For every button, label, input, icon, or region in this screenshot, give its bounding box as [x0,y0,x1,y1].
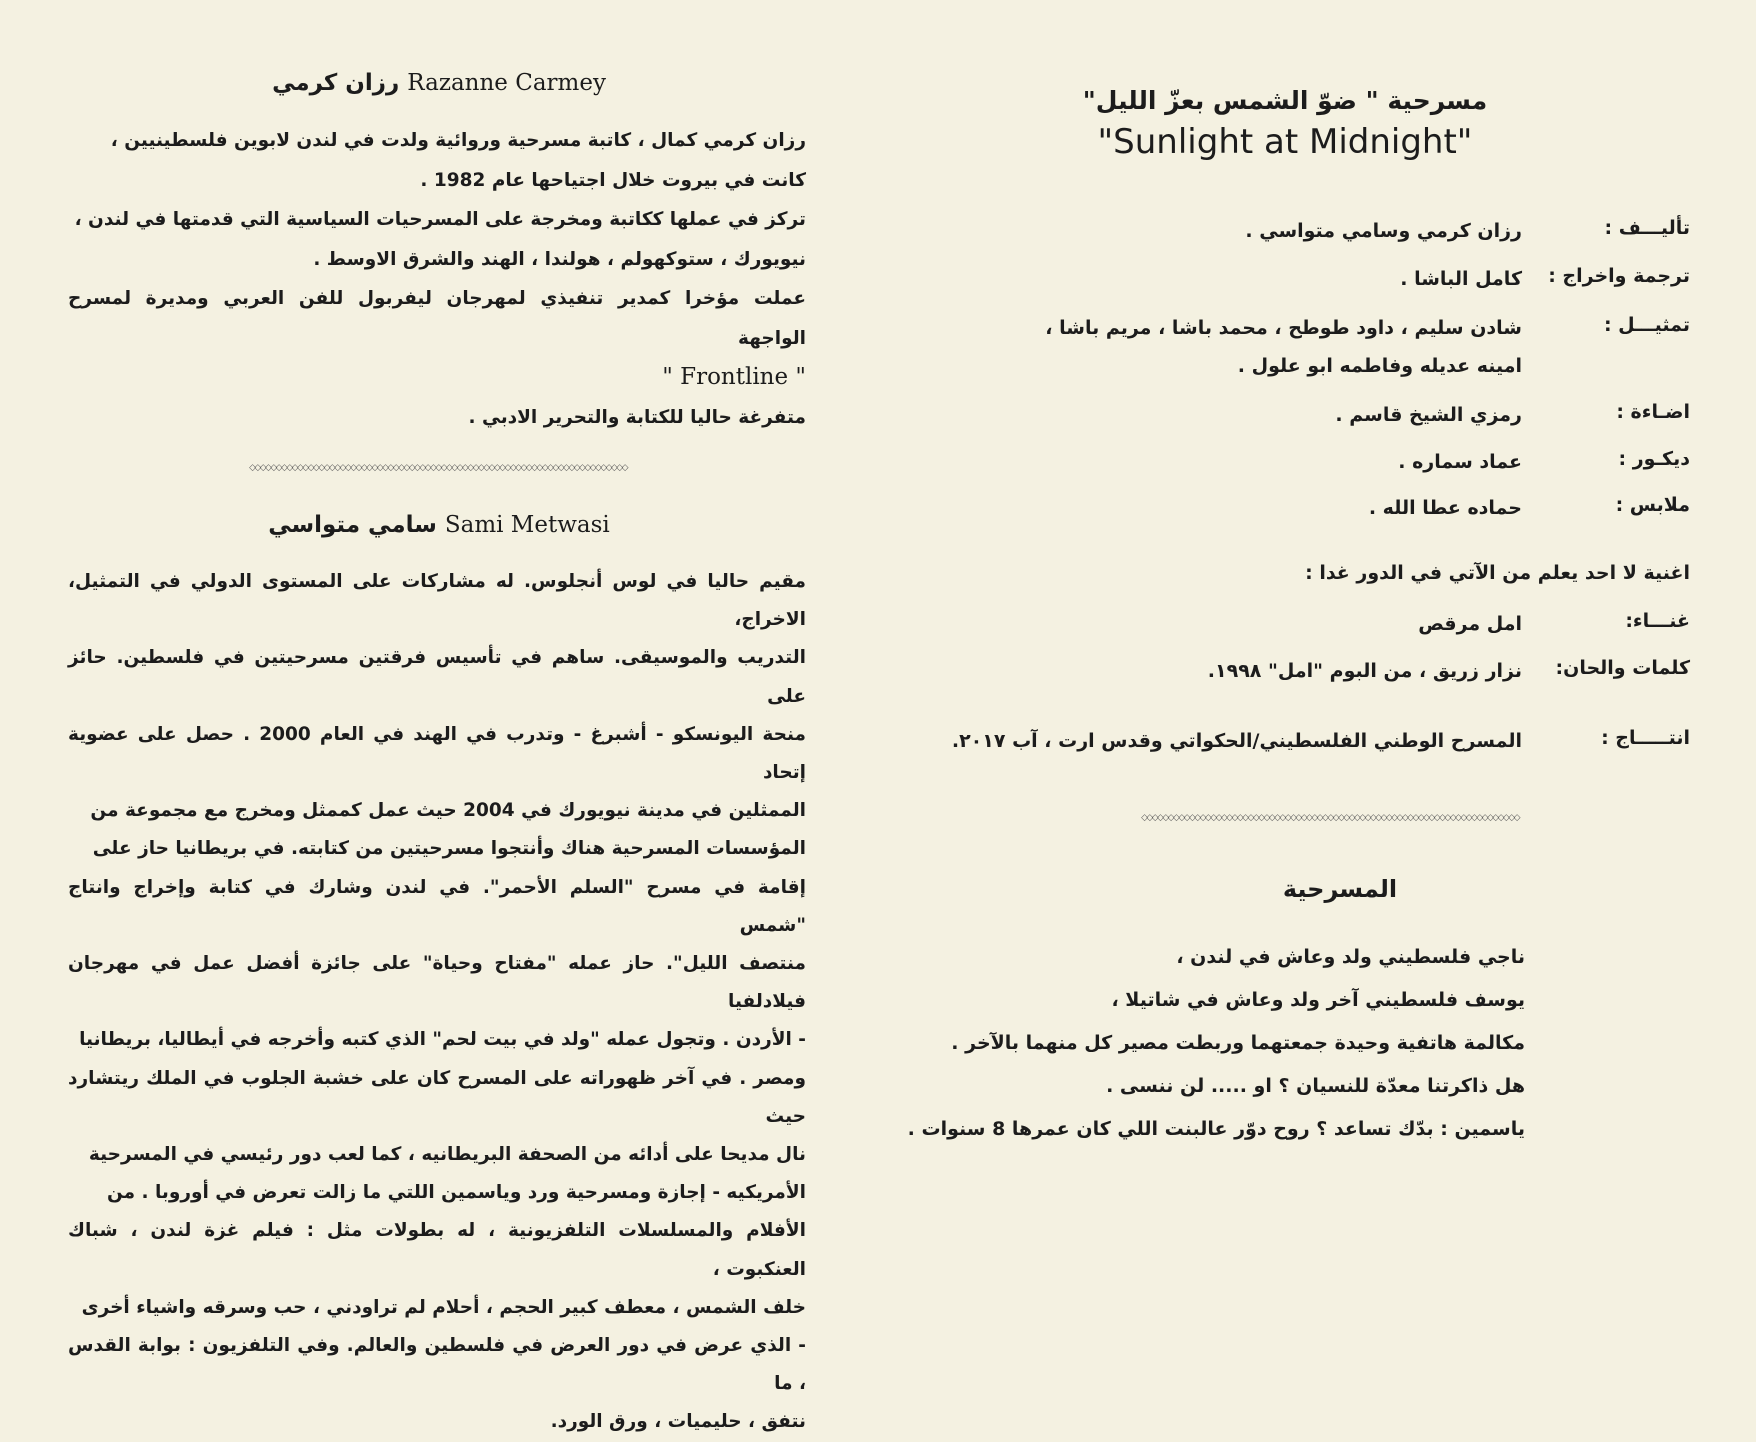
bio-line: تركز في عملها ككاتبة ومخرجة على المسرحيات السياسية التي قدمتها في لندن ، [74,209,806,230]
synopsis-line: ياسمين : بدّك تساعد ؟ روح دوّر عالبنت اللي كان عمرها 8 سنوات . [907,1118,1525,1140]
credit-value-lyrics: نزار زريق ، من البوم "امل" ١٩٩٨. [1207,660,1522,682]
credit-label-lighting: اضـاءة : [1616,401,1690,423]
bio-title-ar: رزان كرمي [272,70,400,96]
bio-line: نتفق ، حليميات ، ورق الورد. [550,1411,806,1433]
bio-title-ar: سامي متواسي [268,512,437,538]
bio-line: مقيم حاليا في لوس أنجلوس. له مشاركات على المستوى الدولي في التمثيل، الاخراج، [68,571,806,631]
bio-line: عملت مؤخرا كمدير تنفيذي لمهرجان ليفربول للفن العربي ومديرة لمسرح الواجهة [68,288,806,349]
bio-line: نال مديحا على أدائه من الصحفة البريطانيه ، كما لعب دور رئيسي في المسرحية [88,1144,806,1166]
credit-value-cast: شادن سليم ، داود طوطح ، محمد باشا ، مريم باشا ، [1045,317,1522,339]
play-title-arabic: مسرحية " ضوّ الشمس بعزّ الليل" [1082,86,1488,115]
bio-line: متفرغة حاليا للكتابة والتحرير الادبي . [468,406,806,428]
credit-label-cast: تمثيـــل : [1603,314,1690,336]
credit-label-lyrics: كلمات والحان: [1555,657,1690,679]
bio-line: الأفلام والمسلسلات التلفزيونية ، له بطولات مثل : فيلم غزة لندن ، شباك العنكبوت ، [68,1220,806,1280]
credit-label-singer: غنـــاء: [1625,610,1690,632]
credit-value-singer: امل مرقص [1418,613,1522,635]
synopsis-line: هل ذاكرتنا معدّة للنسيان ؟ او ..... لن ننسى . [1106,1075,1525,1097]
bio-title-sami [0,512,878,538]
credit-value-director: كامل الباشا . [1400,268,1522,290]
left-page [0,0,878,1433]
synopsis-line: يوسف فلسطيني آخر ولد وعاش في شاتيلا ، [1111,989,1525,1011]
bio-line: الأمريكيه - إجازة ومسرحية ورد وياسمين اللتي ما زالت تعرض في أوروبا . من [106,1182,806,1204]
ornament-divider: ◇◇◇◇◇◇◇◇◇◇◇◇◇◇◇◇◇◇◇◇◇◇◇◇◇◇◇◇◇◇◇◇◇◇◇◇◇◇◇◇◇◇◇◇◇◇◇◇◇◇◇◇◇◇◇◇◇◇◇◇◇◇◇◇◇◇◇◇◇◇◇ [249,463,627,473]
bio-line: خلف الشمس ، معطف كبير الحجم ، أحلام لم تراودني ، حب وسرقه واشياء أخرى [81,1296,806,1318]
section-title-play: المسرحية [1282,875,1398,903]
credit-value-costumes: حماده عطا الله . [1368,497,1522,519]
credit-label-author: تأليـــف : [1604,217,1690,239]
play-title-english: "Sunlight at Midnight" [1097,122,1473,162]
bio-line: الممثلين في مدينة نيويورك في 2004 حيث عمل كممثل ومخرج مع مجموعة من [90,800,806,822]
synopsis-line: مكالمة هاتفية وحيدة جمعتهما وربطت مصير كل منهما بالآخر . [951,1032,1525,1054]
credit-value-set: عماد سماره . [1398,451,1522,473]
credit-value-production: المسرح الوطني الفلسطيني/الحكواتي وقدس ارت ، آب ٢٠١٧. [951,730,1522,752]
bio-line: التدريب والموسيقى. ساهم في تأسيس فرقتين مسرحيتين في فلسطين. حائز على [68,647,806,707]
credit-value-author: رزان كرمي وسامي متواسي . [1245,220,1522,242]
bio-title-en: Razanne Carmey [407,70,606,96]
credit-value-lighting: رمزي الشيخ قاسم . [1335,404,1522,426]
bio-line: رزان كرمي كمال ، كاتبة مسرحية وروائية ولدت في لندن لابوين فلسطينيين ، [110,130,806,151]
bio-sami [68,563,806,1442]
bio-line: كانت في بيروت خلال اجتياحها عام 1982 . [420,169,806,191]
song-heading: اغنية لا احد يعلم من الآتي في الدور غدا : [1305,562,1690,584]
credit-label-director: ترجمة واخراج : [1548,265,1690,287]
bio-title-en: Sami Metwasi [444,512,610,538]
bio-line: ومصر . في آخر ظهوراته على المسرح كان على خشبة الجلوب في الملك ريتشارد حيث [68,1067,806,1127]
bio-line: نيويورك ، ستوكهولم ، هولندا ، الهند والشرق الاوسط . [313,248,806,270]
bio-line: المؤسسات المسرحية هناك وأنتجوا مسرحيتين من كتابته. في بريطانيا حاز على [92,838,806,860]
bio-line: منحة اليونسكو - أشبرغ - وتدرب في الهند في العام 2000 . حصل على عضوية إتحاد [68,723,806,784]
bio-title-razanne [0,70,878,96]
ornament-divider: ◇◇◇◇◇◇◇◇◇◇◇◇◇◇◇◇◇◇◇◇◇◇◇◇◇◇◇◇◇◇◇◇◇◇◇◇◇◇◇◇◇◇◇◇◇◇◇◇◇◇◇◇◇◇◇◇◇◇◇◇◇◇◇◇◇◇◇◇◇◇◇ [1141,813,1519,823]
credit-label-production: انتـــــاج : [1601,727,1690,749]
credit-label-costumes: ملابس : [1615,494,1690,516]
bio-line-frontline: " Frontline " [662,364,806,390]
credit-label-set: ديكـور : [1618,448,1690,470]
bio-line: - الأردن . وتجول عمله "ولد في بيت لحم" الذي كتبه وأخرجه في أيطاليا، بريطانيا [79,1029,806,1051]
bio-line: منتصف الليل". حاز عمله "مفتاح وحياة" على جائزة أفضل عمل في مهرجان فيلادلفيا [68,953,806,1013]
bio-line: - الذي عرض في دور العرض في فلسطين والعالم. وفي التلفزيون : بوابة القدس ، ما [68,1335,806,1395]
synopsis-line: ناجي فلسطيني ولد وعاش في لندن ، [1176,946,1525,968]
bio-line: إقامة في مسرح "السلم الأحمر". في لندن وشارك في كتابة وإخراج وانتاج "شمس [68,876,806,936]
bio-razanne [68,121,806,437]
credit-value-cast-line2: امينه عديله وفاطمه ابو علول . [1237,355,1522,377]
play-synopsis [825,936,1525,1151]
